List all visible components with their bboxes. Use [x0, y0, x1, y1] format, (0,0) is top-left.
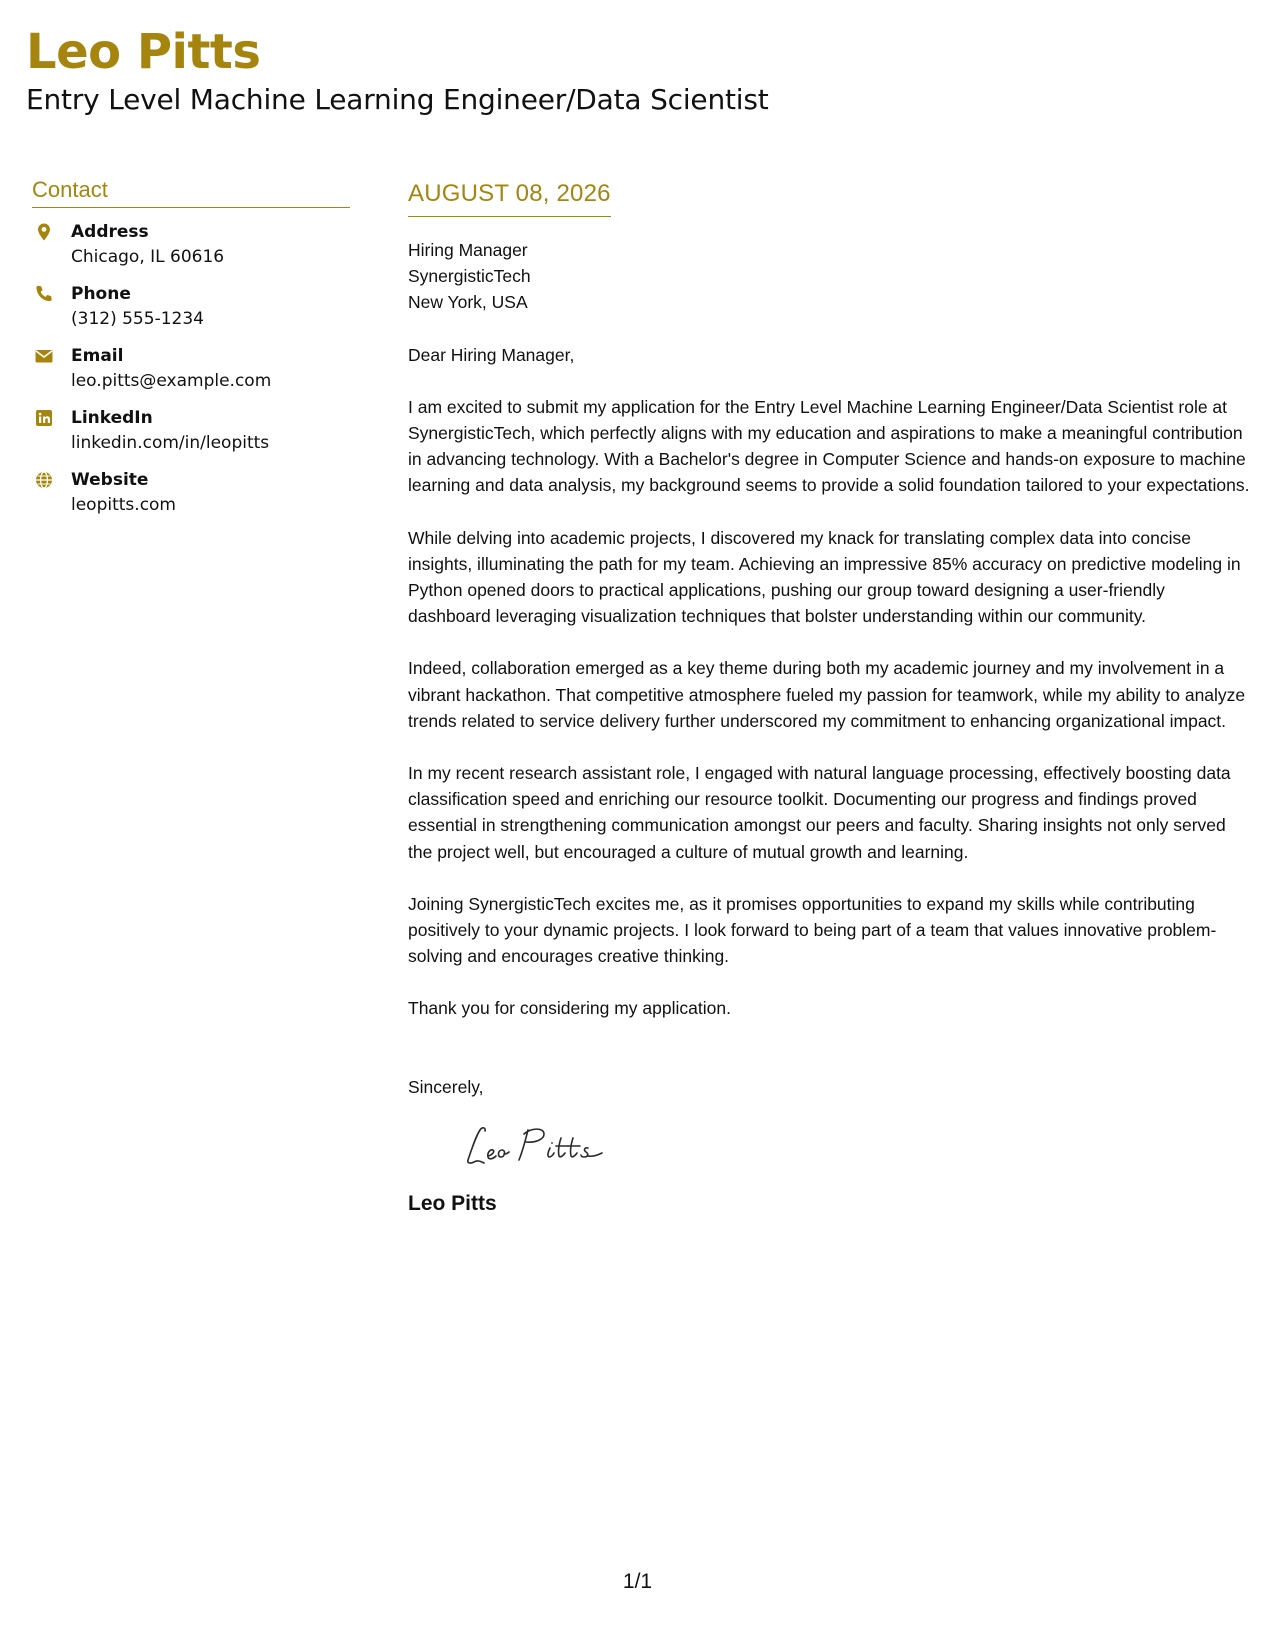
recipient-block: [408, 237, 1250, 316]
recipient-line: Hiring Manager: [408, 240, 528, 260]
signer-name: Leo Pitts: [408, 1191, 497, 1215]
contact-label-address: Address: [71, 222, 149, 242]
letter-paragraph: While delving into academic projects, I discovered my knack for translating complex data into concise insights, illuminating the path for my team. Achieving an impressive 85% accuracy on predictive modeling in Python opened doors to practical applications, pushing our group toward designing a user-friendly dashboard leveraging visualization techniques that bolster understanding within our community.: [408, 527, 1241, 627]
contact-label-linkedin: LinkedIn: [71, 408, 153, 428]
letter-date: AUGUST 08, 2026: [408, 178, 611, 217]
contact-value-address: Chicago, IL 60616: [71, 247, 225, 267]
salutation: Dear Hiring Manager,: [408, 344, 575, 365]
map-pin-icon: [34, 222, 54, 242]
contact-label-website: Website: [71, 470, 149, 490]
page-number: 1/1: [622, 1570, 653, 1593]
sign-off: Sincerely,: [408, 1076, 484, 1097]
applicant-name: Leo Pitts: [26, 24, 261, 80]
recipient-company: SynergisticTech: [408, 266, 531, 287]
contact-value-website[interactable]: leopitts.com: [71, 495, 176, 515]
contact-heading: Contact: [32, 176, 350, 208]
contact-value-linkedin[interactable]: linkedin.com/in/leopitts: [71, 433, 270, 453]
contact-item-website: [32, 468, 350, 518]
closing-thanks: Thank you for considering my application.: [408, 998, 731, 1019]
globe-icon: [34, 470, 54, 490]
contact-value-phone: (312) 555-1234: [71, 309, 204, 329]
contact-label-phone: Phone: [71, 284, 131, 304]
letter-body: [408, 178, 1250, 1218]
letter-paragraph: I am excited to submit my application for the Entry Level Machine Learning Engineer/Data Scientist role at SynergisticTech, which perfectly aligns with my education and aspirations to make a meaningful contribution in advancing technology. With a Bachelor's degree in Computer Science and hands-on exposure to machine learning and data analysis, my background seems to provide a solid foundation tailored to your expectations.: [408, 396, 1250, 496]
envelope-icon: [34, 346, 54, 366]
letter-paragraph: Joining SynergisticTech excites me, as it promises opportunities to expand my skills while contributing positively to your dynamic projects. I look forward to being part of a team that values innovative problem-solving and encourages creative thinking.: [408, 893, 1217, 967]
contact-label-email: Email: [71, 346, 124, 366]
contact-sidebar: [32, 176, 350, 530]
contact-value-email[interactable]: leo.pitts@example.com: [71, 371, 272, 391]
linkedin-icon: [34, 408, 54, 428]
phone-icon: [34, 284, 54, 304]
recipient-location: New York, USA: [408, 292, 528, 313]
contact-item-linkedin: [32, 406, 350, 456]
handwritten-signature: [458, 1116, 638, 1176]
applicant-job-title: Entry Level Machine Learning Engineer/Data Scientist: [26, 83, 769, 116]
contact-item-phone: [32, 282, 350, 332]
letter-paragraph: In my recent research assistant role, I engaged with natural language processing, effectively boosting data classification speed and enriching our resource toolkit. Documenting our progress and findings proved essential in strengthening communication amongst our peers and faculty. Sharing insights not only served the project well, but encouraged a culture of mutual growth and learning.: [408, 763, 1231, 862]
contact-item-email: [32, 344, 350, 394]
letter-paragraph: Indeed, collaboration emerged as a key theme during both my academic journey and my involvement in a vibrant hackathon. That competitive atmosphere fueled my passion for teamwork, while my ability to analyze trends related to service delivery further underscored my commitment to enhancing organizational impact.: [408, 658, 1246, 731]
contact-item-address: [32, 220, 350, 270]
